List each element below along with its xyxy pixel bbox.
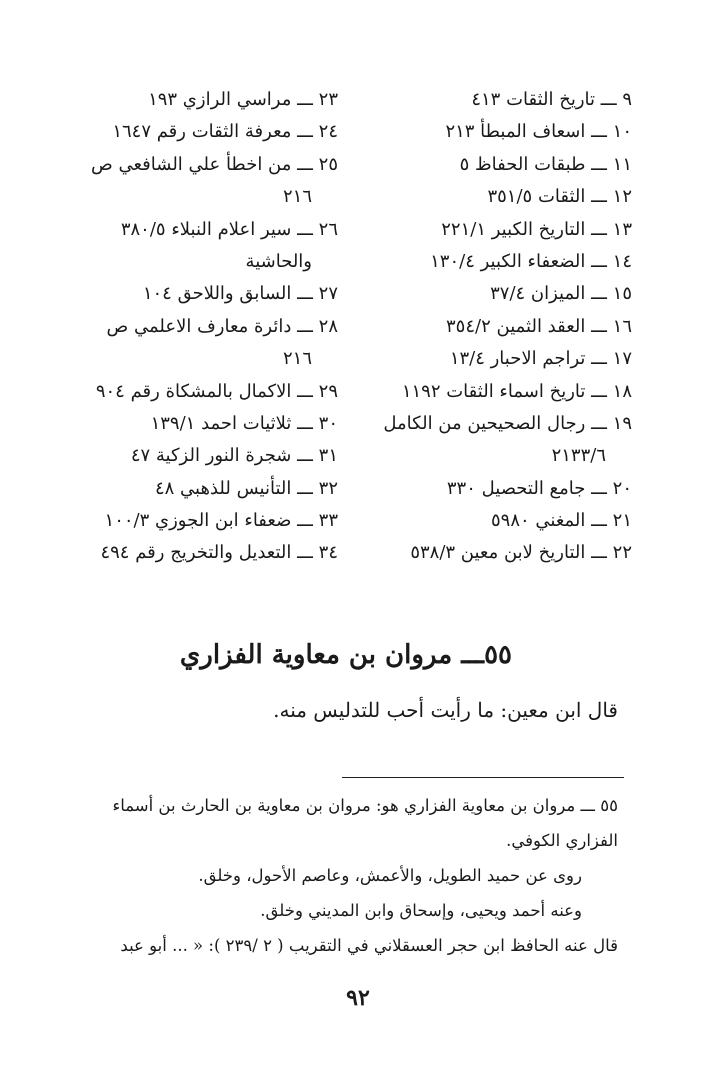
reference-item: ١٢ ـــ الثقات ٣٥١/٥ — [487, 186, 632, 208]
reference-list-right — [362, 84, 632, 570]
page-number: ٩٢ — [346, 985, 370, 1011]
reference-item: ٢٠ ـــ جامع التحصيل ٣٣٠ — [446, 477, 632, 499]
footnote-line: قال عنه الحافظ ابن حجر العسقلاني في التقريب ( ٢ /٢٣٩ ): « ... أبو عبد — [120, 936, 618, 955]
reference-item: ١٨ ـــ تاريخ اسماء الثقات ١١٩٢ — [401, 380, 632, 402]
reference-item: ٢٥ ـــ من اخطأ علي الشافعي ص — [91, 153, 338, 175]
reference-item: ٢٦ ـــ سير اعلام النبلاء ٣٨٠/٥ — [120, 218, 338, 240]
reference-item: ١٩ ـــ رجال الصحيحين من الكامل — [383, 412, 632, 434]
footnote-line: روى عن حميد الطويل، والأعمش، وعاصم الأحول، وخلق. — [198, 866, 582, 885]
reference-item: ١٦ ـــ العقد الثمين ٣٥٤/٢ — [446, 315, 632, 337]
reference-item: ١٣ ـــ التاريخ الكبير ٢٢١/١ — [441, 218, 632, 240]
reference-list-left — [38, 84, 338, 570]
reference-item: ٣٢ ـــ التأنيس للذهبي ٤٨ — [154, 477, 338, 499]
reference-item: ٣٠ ـــ ثلاثيات احمد ١٣٩/١ — [150, 412, 338, 434]
reference-item-continuation: والحاشية — [245, 250, 312, 272]
reference-item: ٣٤ ـــ التعديل والتخريج رقم ٤٩٤ — [100, 542, 338, 564]
reference-item: ٣٣ ـــ ضعفاء ابن الجوزي ١٠٠/٣ — [104, 510, 338, 532]
footnote-line: وعنه أحمد ويحيى، وإسحاق وابن المديني وخلق. — [260, 901, 582, 920]
footnote-line: ٥٥ ـــ مروان بن معاوية الفزاري هو: مروان بن معاوية بن الحارث بن أسماء — [112, 796, 618, 815]
reference-item: ٩ ـــ تاريخ الثقات ٤١٣ — [471, 89, 632, 110]
reference-item: ٣١ ـــ شجرة النور الزكية ٤٧ — [130, 445, 338, 467]
reference-item-continuation: ٢١٦ — [282, 186, 312, 208]
reference-item: ١٤ ـــ الضعفاء الكبير ١٣٠/٤ — [430, 250, 632, 272]
reference-item: ٢٤ ـــ معرفة الثقات رقم ١٦٤٧ — [112, 121, 338, 143]
reference-item: ١١ ـــ طبقات الحفاظ ٥ — [459, 153, 632, 175]
reference-item-continuation: ٢١٦ — [282, 348, 312, 370]
reference-item: ١٠ ـــ اسعاف المبطأ ٢١٣ — [445, 121, 632, 143]
reference-item: ١٧ ـــ تراجم الاحبار ١٣/٤ — [449, 348, 632, 370]
reference-item: ١٥ ـــ الميزان ٣٧/٤ — [490, 283, 632, 305]
reference-item: ٢٨ ـــ دائرة معارف الاعلمي ص — [106, 315, 338, 337]
quote-text: قال ابن معين: ما رأيت أحب للتدليس منه. — [273, 698, 618, 722]
footnote-divider — [342, 777, 624, 778]
section-heading: ٥٥ـــ مروان بن معاوية الفزاري — [179, 640, 512, 670]
reference-item: ٢٧ ـــ السابق واللاحق ١٠٤ — [142, 283, 338, 305]
reference-item: ٢٢ ـــ التاريخ لابن معين ٥٣٨/٣ — [410, 542, 632, 564]
reference-item-continuation: ٢١٣٣/٦ — [551, 445, 606, 467]
reference-item: ٢٩ ـــ الاكمال بالمشكاة رقم ٩٠٤ — [95, 380, 338, 402]
reference-item: ٢٣ ـــ مراسي الرازي ١٩٣ — [148, 89, 338, 110]
reference-item: ٢١ ـــ المغني ٥٩٨٠ — [490, 510, 632, 532]
footnote-block — [66, 788, 618, 963]
footnote-line: الفزاري الكوفي. — [506, 831, 618, 850]
